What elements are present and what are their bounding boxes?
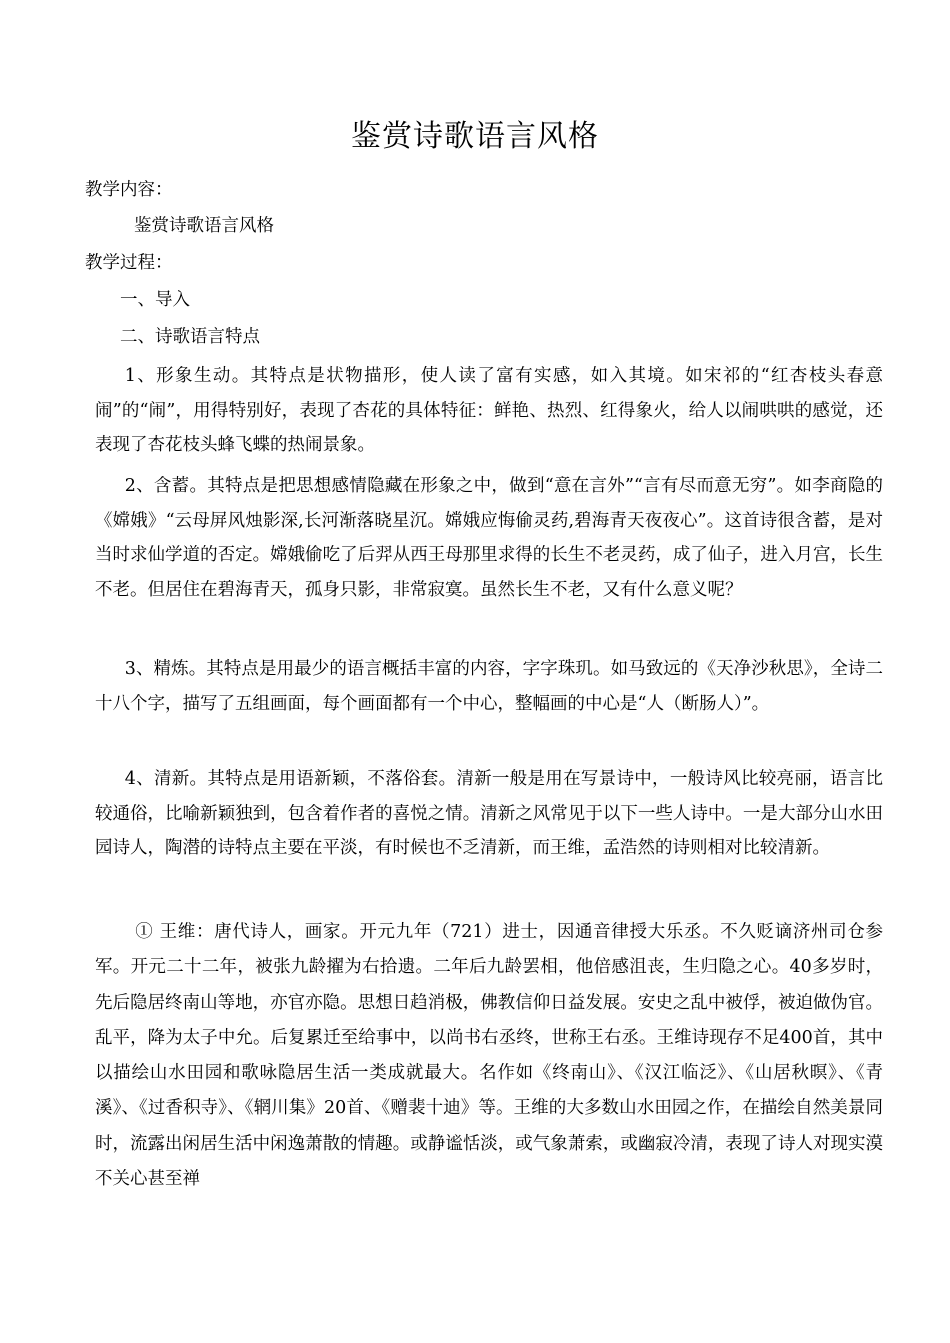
paragraph-implicit: 2、含蓄。其特点是把思想感情隐藏在形象之中，做到“意在言外”“言有尽而意无穷”。如李商隐的《嫦娥》“云母屏风烛影深,长河渐落晓星沉。嫦娥应悔偷灵药,碧海青天夜夜心”。这首诗很含蓄，是对当时求仙学道的否定。嫦娥偷吃了后羿从西王母那里求得的长生不老灵药，成了仙子，进入月宫，长生不老。但居住在碧海青天，孤身只影，非常寂寞。虽然长生不老，又有什么意义呢？	[95, 476, 883, 600]
paragraph-wang-wei: ① 王维：唐代诗人，画家。开元九年（721）进士，因通音律授大乐丞。不久贬谪济州司仓参军。开元二十二年，被张九龄擢为右拾遗。二年后九龄罢相，他倍感沮丧，生归隐之心。40多岁时，先后隐居终南山等地，亦官亦隐。思想日趋消极，佛教信仰日益发展。安史之乱中被俘，被迫做伪官。乱平，降为太子中允。后复累迁至给事中，以尚书右丞终，世称王右丞。王维诗现存不足400首，其中以描绘山水田园和歌咏隐居生活一类成就最大。名作如《终南山》、《汉江临泛》、《山居秋暝》、《青溪》、《过香积寺》、《辋川集》20首、《赠裴十迪》等。王维的大多数山水田园之作，在描绘自然美景同时，流露出闲居生活中闲逸萧散的情趣。或静谧恬淡，或气象萧索，或幽寂冷清，表现了诗人对现实漠不关心甚至禅	[95, 922, 883, 1190]
paragraph-fresh: 4、清新。其特点是用语新颖，不落俗套。清新一般是用在写景诗中，一般诗风比较亮丽，语言比较通俗，比喻新颖独到，包含着作者的喜悦之情。清新之风常见于以下一些人诗中。一是大部分山水田园诗人，陶潜的诗特点主要在平淡，有时候也不乏清新，而王维，孟浩然的诗则相对比较清新。	[95, 769, 883, 859]
paragraph-concise: 3、精炼。其特点是用最少的语言概括丰富的内容，字字珠玑。如马致远的《天净沙秋思》，全诗二十八个字，描写了五组画面，每个画面都有一个中心，整幅画的中心是“人（断肠人）”。	[95, 659, 883, 714]
content-label: 教学内容：	[85, 180, 173, 200]
process-label: 教学过程：	[85, 253, 173, 273]
paragraph-vivid: 1、形象生动。其特点是状物描形，使人读了富有实感，如入其境。如宋祁的“红杏枝头春意闹”的“闹”，用得特别好，表现了杏花的具体特征：鲜艳、热烈、红得象火，给人以闹哄哄的感觉，还表现了杏花枝头蜂飞蝶的热闹景象。	[95, 366, 883, 456]
section-intro: 一、导入	[120, 290, 190, 310]
document-title: 鉴赏诗歌语言风格	[351, 119, 599, 154]
content-text: 鉴赏诗歌语言风格	[134, 216, 274, 236]
section-language-features: 二、诗歌语言特点	[120, 327, 260, 347]
